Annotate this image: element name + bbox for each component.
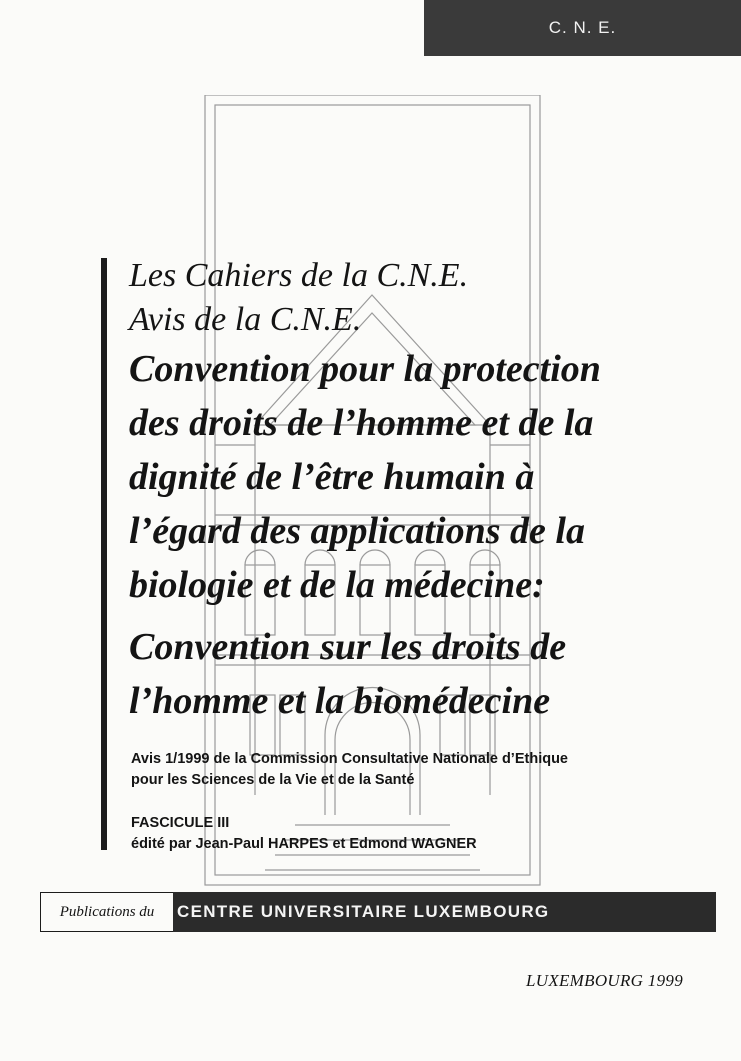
cne-tab-label: C. N. E. xyxy=(548,18,617,37)
series-title: Les Cahiers de la C.N.E. xyxy=(129,257,469,294)
main-title-line: biologie et de la médecine: xyxy=(129,564,545,606)
main-title-line: dignité de l’être humain à xyxy=(129,456,535,498)
subtitle-line: Convention sur les droits de xyxy=(129,626,567,668)
cne-corner-tab xyxy=(424,0,741,56)
fascicule-block xyxy=(131,813,731,855)
publisher-bar xyxy=(40,892,716,932)
publisher-name: CENTRE UNIVERSITAIRE LUXEMBOURG xyxy=(173,892,716,932)
avis-line: Avis 1/1999 de la Commission Consultative Nationale d’Ethique xyxy=(131,751,568,767)
avis-block xyxy=(131,749,731,791)
left-accent-bar xyxy=(101,258,107,850)
editors-line: édité par Jean-Paul HARPES et Edmond WAGNER xyxy=(131,836,477,852)
avis-line: pour les Sciences de la Vie et de la Santé xyxy=(131,772,415,788)
fascicule-label: FASCICULE III xyxy=(131,815,230,831)
place-year: LUXEMBOURG 1999 xyxy=(525,971,683,990)
subtitle-line: l’homme et la biomédecine xyxy=(129,680,551,722)
main-title-line: des droits de l’homme et de la xyxy=(129,402,594,444)
main-title-line: Convention pour la protection xyxy=(129,348,601,390)
main-title-line: l’égard des applications de la xyxy=(129,510,585,552)
title-block xyxy=(129,254,729,728)
publisher-prefix: Publications du xyxy=(40,892,173,932)
series-subtitle: Avis de la C.N.E. xyxy=(129,301,362,338)
